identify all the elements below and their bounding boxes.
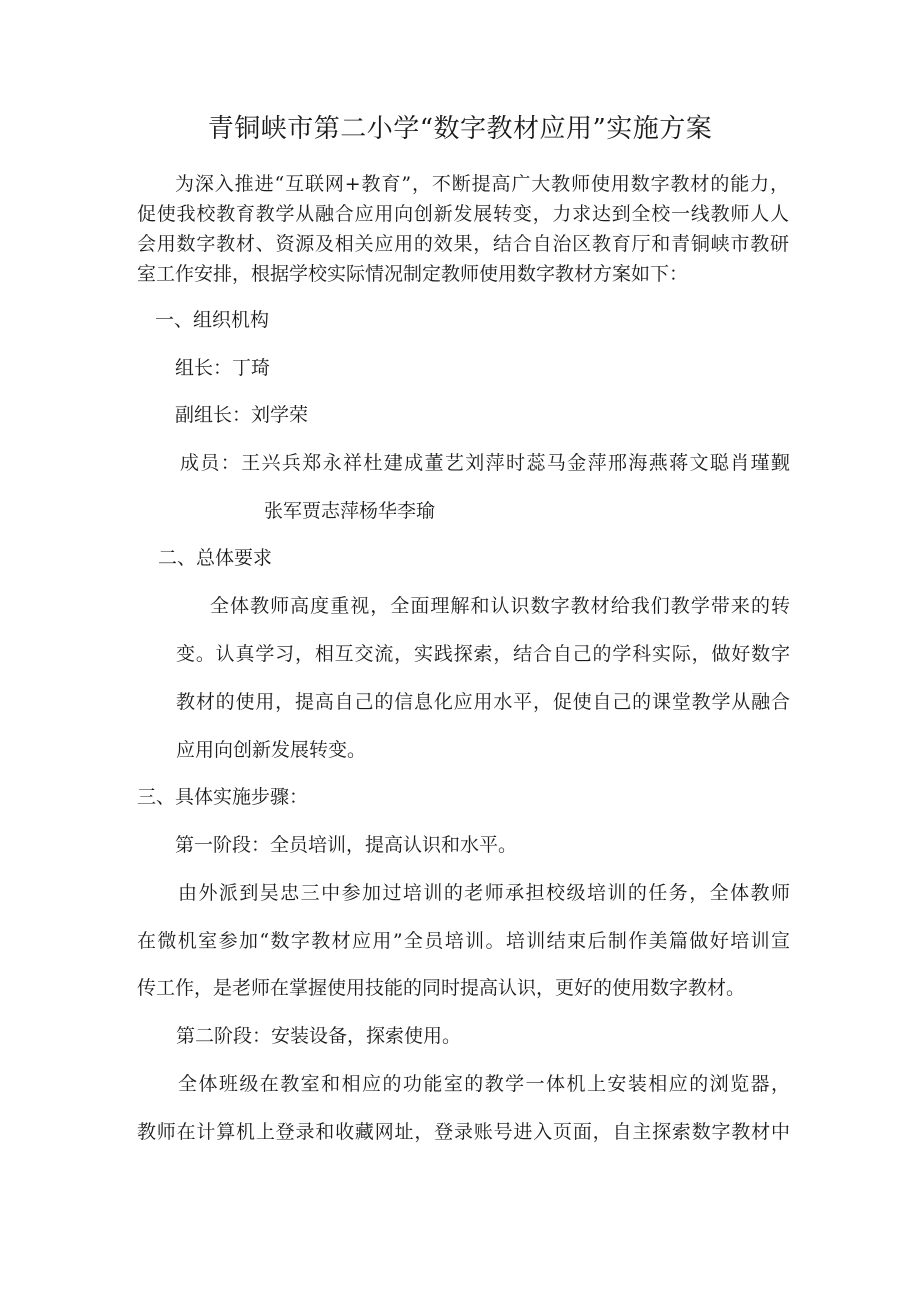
stage1-line-3: 传工作，是老师在掌握使用技能的同时提高认识，更好的使用数字教材。	[137, 977, 746, 999]
members-line-1: 成员：王兴兵郑永祥杜建成董艺刘萍时蕊马金萍邢海燕蒋文聪肖瑾觐	[180, 452, 790, 474]
stage1-line-1: 由外派到吴忠三中参加过培训的老师承担校级培训的任务，全体教师	[178, 882, 790, 904]
deputy-line: 副组长：刘学荣	[175, 404, 309, 426]
section2-line-2: 变。认真学习，相互交流，实践探索，结合自己的学科实际，做好数字	[176, 643, 790, 665]
section2-heading: 二、总体要求	[158, 547, 273, 569]
stage1-line-2: 在微机室参加“数字教材应用”全员培训。培训结束后制作美篇做好培训宣	[137, 930, 790, 952]
stage1-heading: 第一阶段：全员培训，提高认识和水平。	[175, 834, 518, 856]
leader-line: 组长：丁琦	[175, 357, 271, 379]
section3-heading: 三、具体实施步骤：	[137, 786, 309, 808]
section2-line-3: 教材的使用，提高自己的信息化应用水平，促使自己的课堂教学从融合	[176, 691, 790, 713]
members-line-2: 张军贾志萍杨华李瑜	[264, 500, 436, 522]
intro-line-4: 室工作安排，根据学校实际情况制定教师使用数字教材方案如下：	[137, 263, 689, 285]
section2-line-4: 应用向创新发展转变。	[176, 739, 367, 761]
intro-line-2: 促使我校教育教学从融合应用向创新发展转变，力求达到全校一线教师人人	[137, 203, 789, 225]
stage2-line-1: 全体班级在教室和相应的功能室的教学一体机上安装相应的浏览器，	[178, 1073, 790, 1095]
document-title: 青铜峡市第二小学“数字教材应用”实施方案	[207, 114, 713, 144]
stage2-heading: 第二阶段：安装设备，探索使用。	[176, 1025, 462, 1047]
intro-line-1: 为深入推进“互联网+教育”，不断提高广大教师使用数字教材的能力，	[175, 173, 789, 195]
section2-line-1: 全体教师高度重视，全面理解和认识数字教材给我们教学带来的转	[210, 595, 790, 617]
intro-line-3: 会用数字教材、资源及相关应用的效果，结合自治区教育厅和青铜峡市教研	[137, 233, 789, 255]
stage2-line-2: 教师在计算机上登录和收藏网址，登录账号进入页面，自主探索数字教材中	[137, 1121, 790, 1143]
section1-heading: 一、组织机构	[155, 309, 270, 331]
